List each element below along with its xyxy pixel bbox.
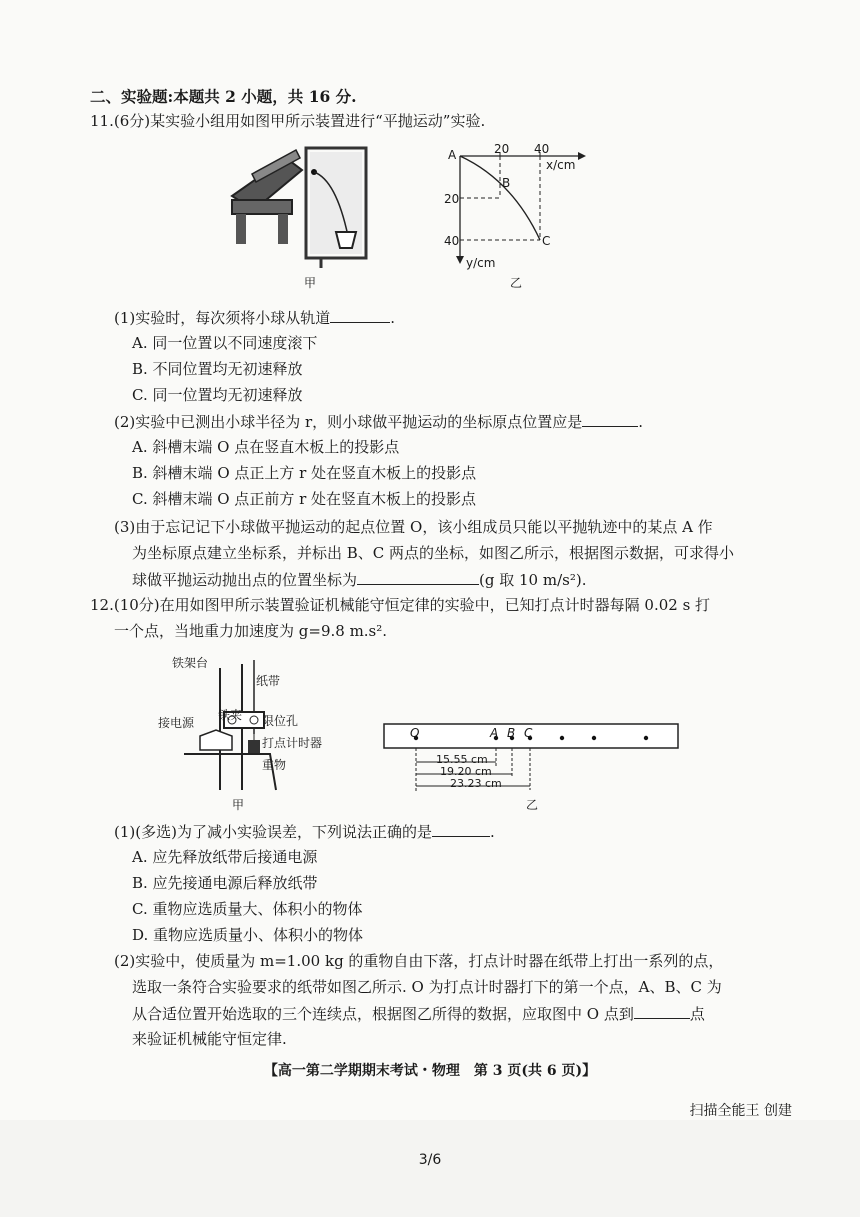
label-stand: 铁架台 (172, 656, 209, 670)
q12-p1-option-c: C. 重物应选质量大、体积小的物体 (132, 900, 363, 918)
q12-part1-blank (432, 820, 490, 837)
projectile-apparatus-figure (226, 140, 386, 270)
scanner-watermark: 扫描全能王 创建 (689, 1103, 792, 1119)
weight (248, 740, 260, 754)
x-tick-20: 20 (494, 142, 510, 156)
catcher (336, 232, 356, 248)
q12-fig-jia-label: 甲 (232, 798, 245, 812)
tape-point-a: A (490, 726, 499, 740)
q12-part2-line2: 选取一条符合实验要求的纸带如图乙所示. O 为打点计时器打下的第一个点，A、B、C 为 (132, 978, 722, 996)
q11-fig-jia-label: 甲 (304, 276, 317, 290)
q11-part3-line2: 为坐标原点建立坐标系，并标出 B、C 两点的坐标，如图乙所示，根据图示数据，可求得小 (132, 544, 735, 562)
q12-p1-option-d: D. 重物应选质量小、体积小的物体 (132, 926, 364, 944)
page-footer: 【高一第二学期期末考试・物理 第 3 页(共 6 页)】 (263, 1063, 597, 1079)
q11-p2-option-b: B. 斜槽末端 O 点正上方 r 处在竖直木板上的投影点 (132, 464, 477, 482)
tape-point-c: C (524, 726, 533, 740)
q12-fig-yi-label: 乙 (526, 798, 539, 812)
label-timer: 打点计时器 (262, 736, 323, 750)
label-tape: 纸带 (256, 674, 281, 688)
q12-part2-line3: 从合适位置开始选取的三个连续点，根据图乙所得的数据，应取图中 O 点到 点 (132, 1002, 705, 1025)
point-a-label: A (448, 148, 457, 162)
q12-stem-line1: 12.(10分)在用如图甲所示装置验证机械能守恒定律的实验中，已知打点计时器每隔 0.02 s 打 (90, 596, 711, 614)
tape-distance-ob: 19.20 cm (440, 765, 492, 778)
q11-fig-yi-label: 乙 (510, 276, 523, 290)
q11-p2-option-a: A. 斜槽末端 O 点在竖直木板上的投影点 (132, 438, 400, 456)
q11-part2: (2)实验中已测出小球半径为 r，则小球做平抛运动的坐标原点位置应是 . (114, 410, 643, 433)
label-weight: 重物 (262, 758, 287, 772)
point-b-label: B (502, 176, 511, 190)
q12-part1: (1)(多选)为了减小实验误差，下列说法正确的是 . (114, 820, 495, 843)
q11-part3-blank (357, 568, 479, 585)
tape-point-b: B (507, 726, 516, 740)
y-axis-label: y/cm (466, 256, 496, 270)
point-c-label: C (542, 234, 551, 248)
x-tick-40: 40 (534, 142, 550, 156)
q12-p1-option-a: A. 应先释放纸带后接通电源 (132, 848, 318, 866)
q11-part2-blank (582, 410, 638, 427)
q12-part2-blank (634, 1002, 690, 1019)
q12-part2-line4: 来验证机械能守恒定律. (132, 1030, 287, 1048)
page-number: 3/6 (418, 1152, 442, 1168)
ramp-base (232, 200, 292, 214)
q11-p1-option-b: B. 不同位置均无初速释放 (132, 360, 303, 378)
power-source (200, 730, 232, 750)
section-title: 二、实验题:本题共 2 小题，共 16 分. (90, 87, 357, 106)
q11-stem: 11.(6分)某实验小组用如图甲所示装置进行“平抛运动”实验. (90, 112, 486, 130)
q12-p1-option-b: B. 应先接通电源后释放纸带 (132, 874, 318, 892)
tape-distance-oc: 23.23 cm (450, 777, 502, 790)
q11-part3-line1: (3)由于忘记记下小球做平抛运动的起点位置 O，该小组成员只能以平抛轨迹中的某点 A 作 (114, 518, 713, 536)
q11-p1-option-c: C. 同一位置均无初速释放 (132, 386, 303, 404)
label-clamp: 铁夹 (218, 708, 243, 722)
tape-point-o: O (410, 726, 420, 740)
q11-part1-blank (330, 306, 390, 323)
tape-distance-oa: 15.55 cm (436, 753, 488, 766)
y-tick-40: 40 (444, 234, 460, 248)
q11-part1: (1)实验时，每次须将小球从轨道 . (114, 306, 395, 329)
q11-p2-option-c: C. 斜槽末端 O 点正前方 r 处在竖直木板上的投影点 (132, 490, 477, 508)
label-hole: 限位孔 (262, 714, 299, 728)
q11-p1-option-a: A. 同一位置以不同速度滚下 (132, 334, 318, 352)
q12-part2-line1: (2)实验中，使质量为 m=1.00 kg 的重物自由下落，打点计时器在纸带上打出一系列的点， (114, 952, 724, 970)
x-axis-label: x/cm (546, 158, 576, 172)
y-tick-20: 20 (444, 192, 460, 206)
q11-part3-line3: 球做平抛运动抛出点的位置坐标为 (g 取 10 m/s²). (132, 568, 586, 591)
label-power: 接电源 (158, 716, 195, 730)
q12-stem-line2: 一个点，当地重力加速度为 g=9.8 m.s². (114, 622, 388, 640)
